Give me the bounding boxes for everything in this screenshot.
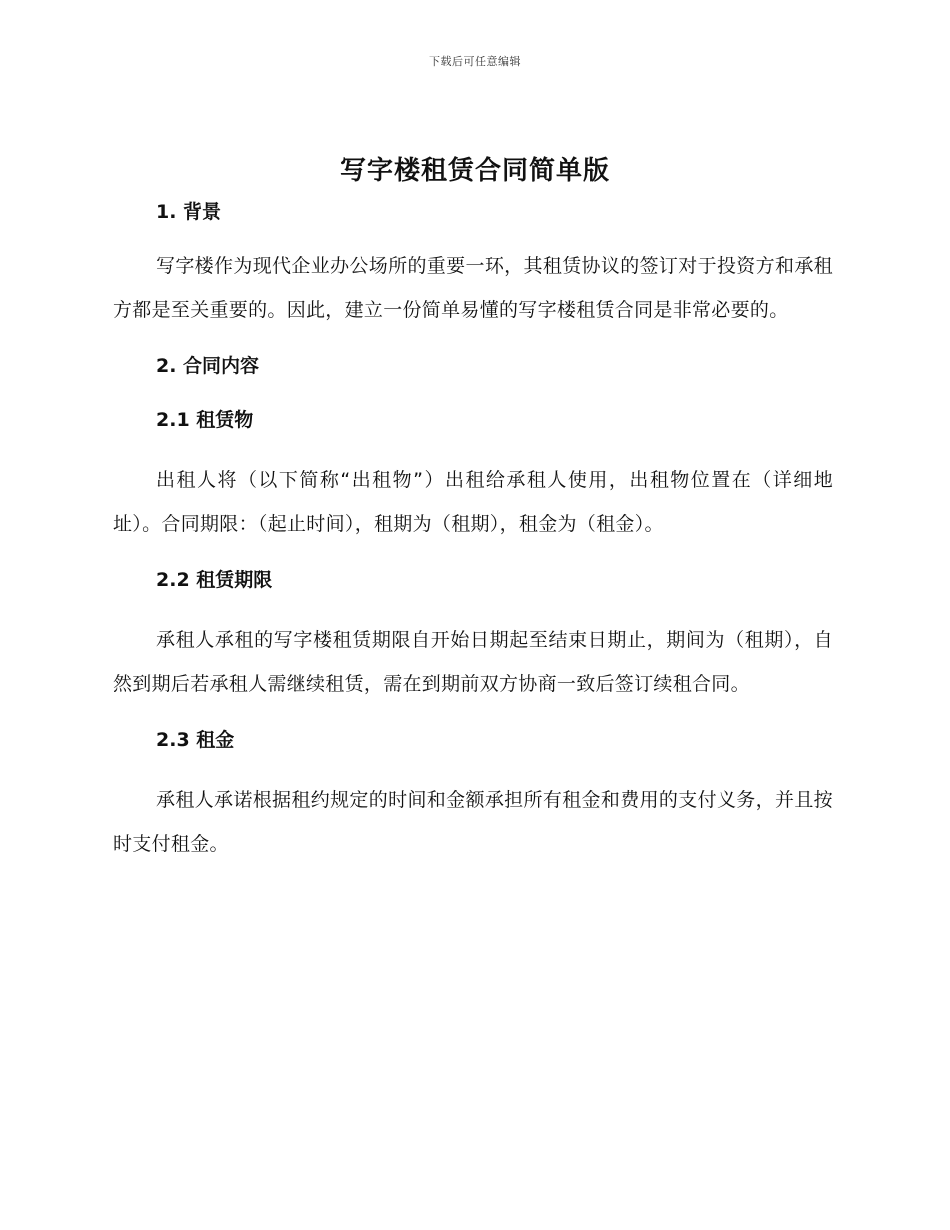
document-title: 写字楼租赁合同简单版 <box>339 156 610 186</box>
section-background <box>113 196 833 332</box>
section-paragraph: 出租人将（以下简称“出租物”）出租给承租人使用，出租物位置在（详细地址）。合同期限：（起止时间），租期为（租期），租金为（租金）。 <box>113 469 833 535</box>
section-paragraph: 承租人承租的写字楼租赁期限自开始日期起至结束日期止，期间为（租期），自然到期后若承租人需继续租赁，需在到期前双方协商一致后签订续租合同。 <box>113 629 833 695</box>
section-paragraph: 写字楼作为现代企业办公场所的重要一环，其租赁协议的签订对于投资方和承租方都是至关重要的。因此，建立一份简单易懂的写字楼租赁合同是非常必要的。 <box>113 255 833 321</box>
section-contract-content <box>113 350 833 382</box>
section-paragraph: 承租人承诺根据租约规定的时间和金额承担所有租金和费用的支付义务，并且按时支付租金。 <box>113 789 833 855</box>
section-heading: 1. 背景 <box>156 201 222 223</box>
header-note: 下载后可任意编辑 <box>429 55 521 68</box>
section-lease-term <box>113 564 833 706</box>
section-heading: 2. 合同内容 <box>156 355 260 377</box>
section-rent <box>113 724 833 866</box>
section-heading: 2.2 租赁期限 <box>156 569 273 591</box>
section-lease-property <box>113 404 833 546</box>
document-body <box>113 196 833 866</box>
section-heading: 2.3 租金 <box>156 729 235 751</box>
section-heading: 2.1 租赁物 <box>156 409 254 431</box>
